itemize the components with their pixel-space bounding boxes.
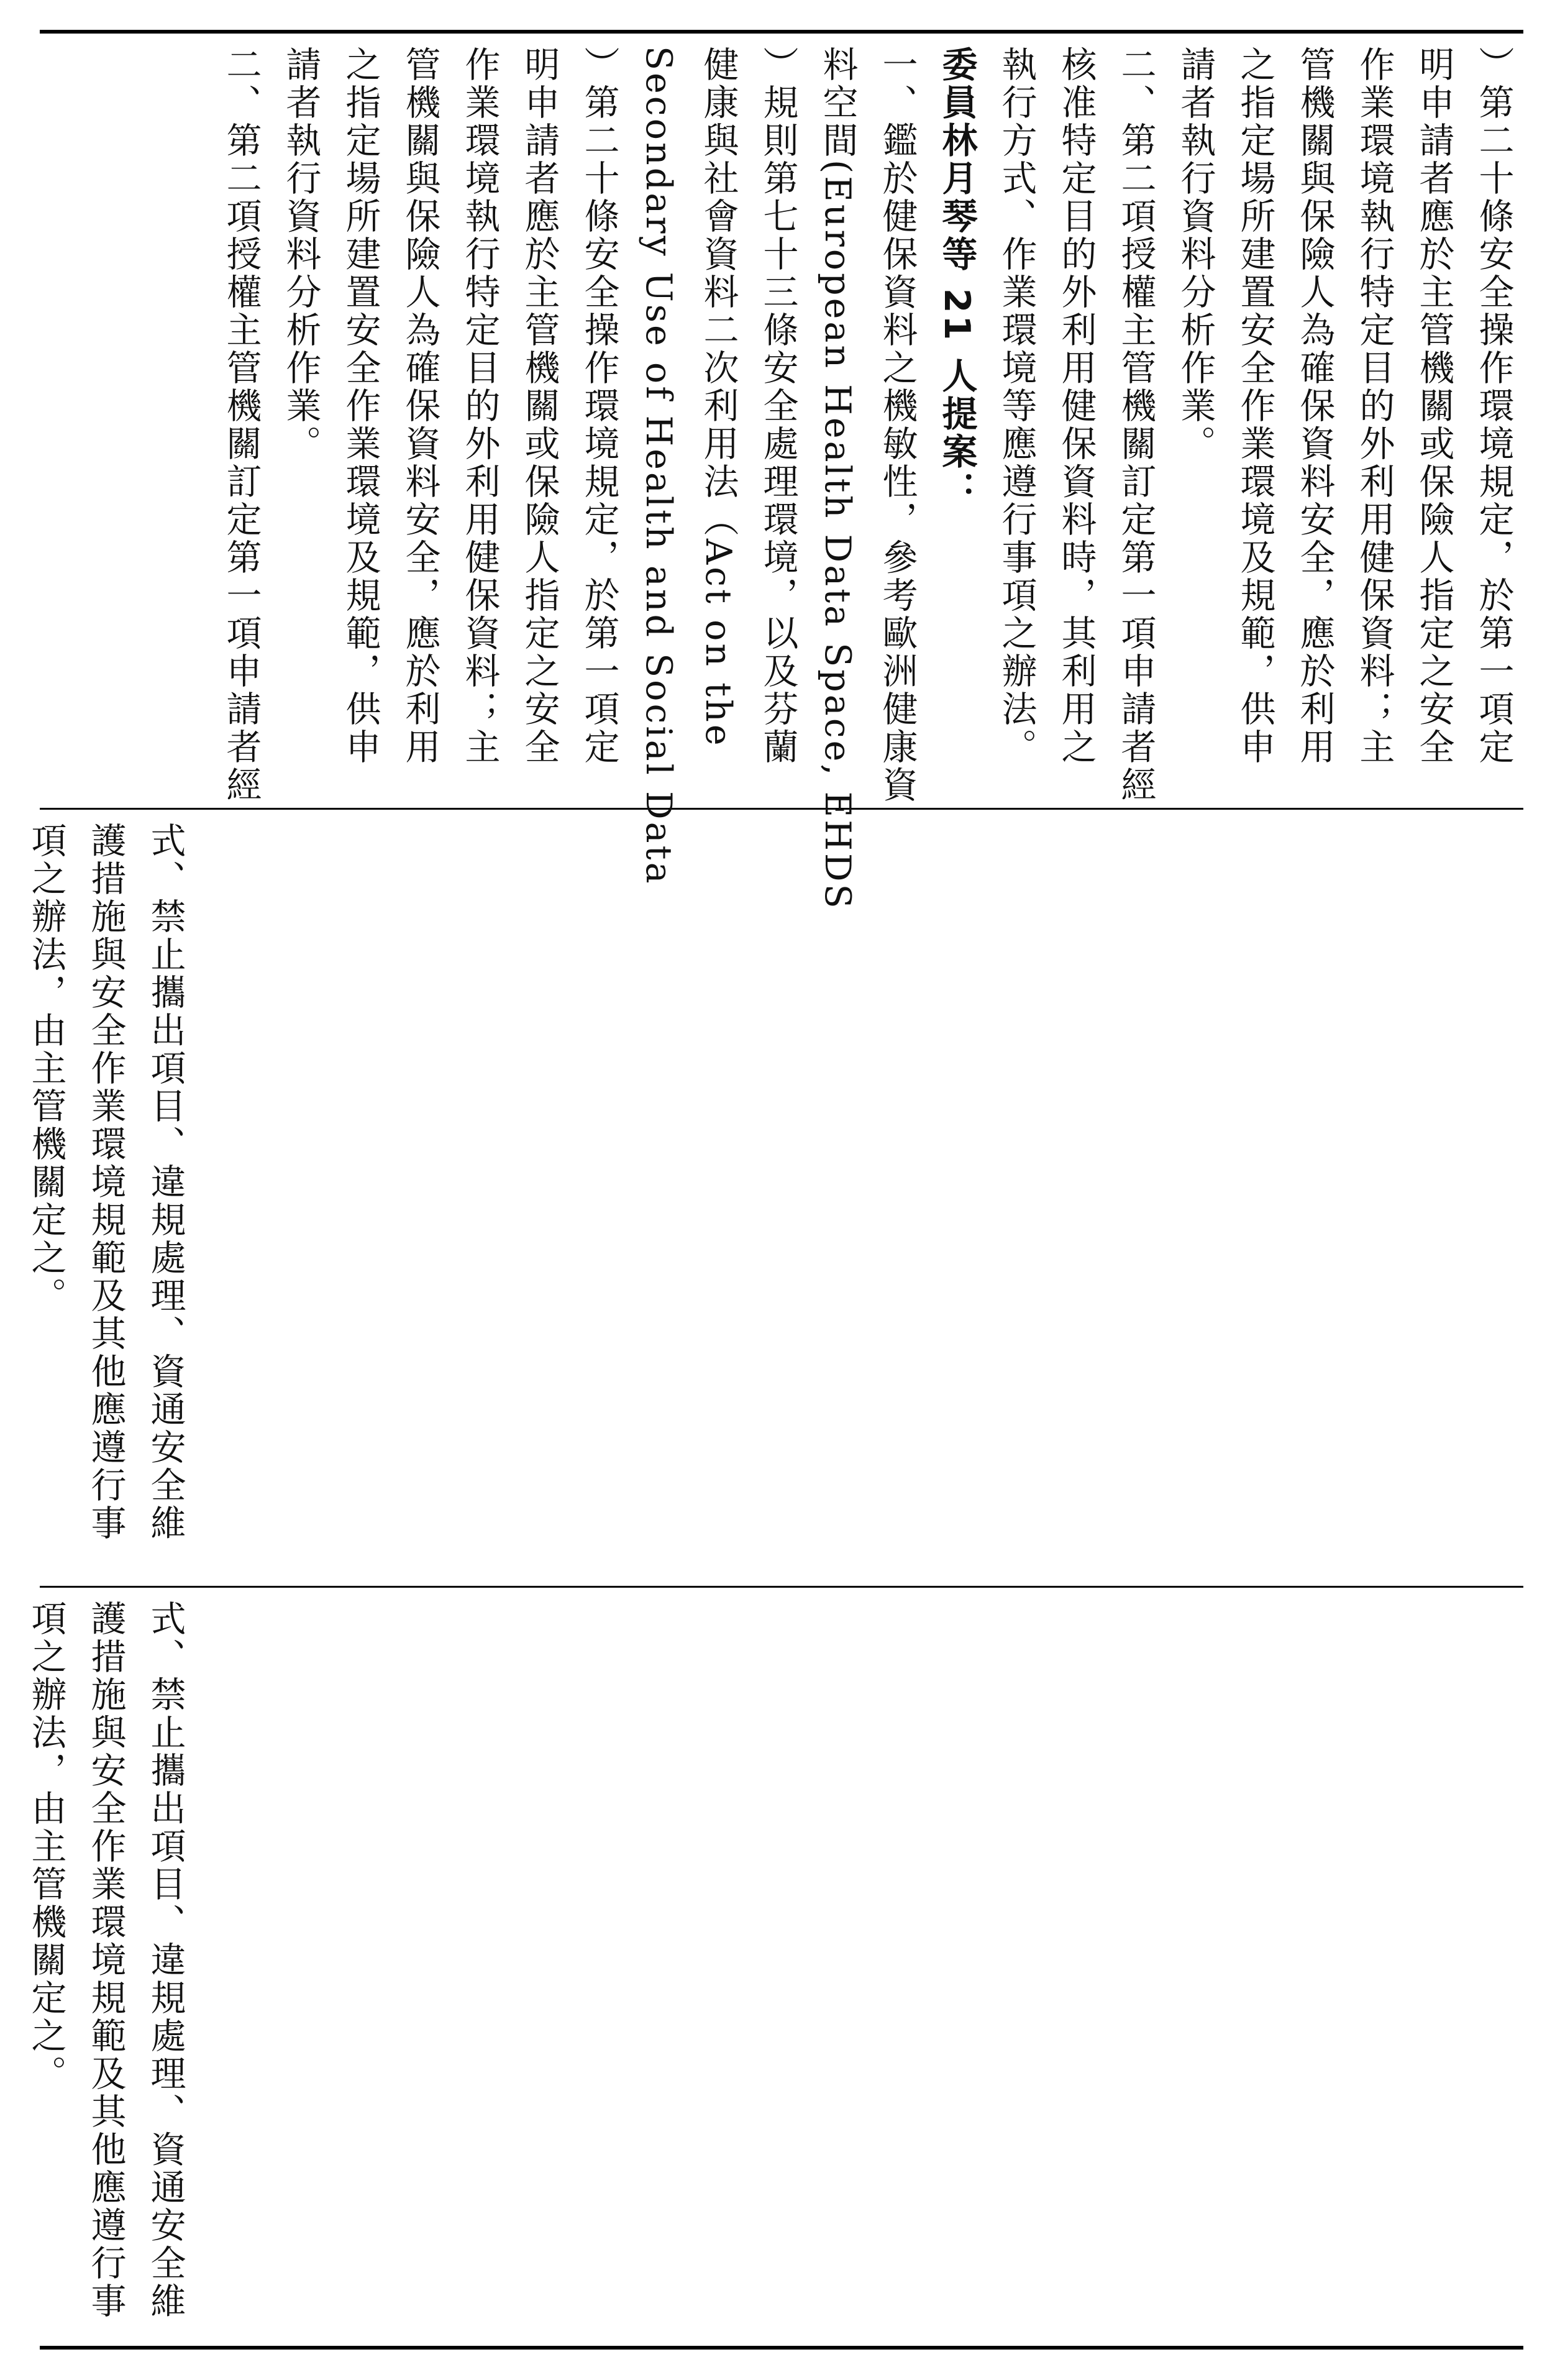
text-line: ）第二十條安全操作環境規定，於第一項定 xyxy=(578,46,619,766)
proposal-heading: 委員林月琴等 21 人提案： xyxy=(936,46,977,510)
text-line: 作業環境執行特定目的外利用健保資料；主 xyxy=(1354,46,1395,766)
proposed-article-panel xyxy=(25,811,1523,1585)
top-border-rule xyxy=(40,30,1523,34)
text-line: 二、第二項授權主管機關訂定第一項申請者經 xyxy=(1115,46,1156,804)
text-line: 明申請者應於主管機關或保險人指定之安全 xyxy=(519,46,560,766)
committee-article-panel xyxy=(25,1589,1523,2345)
text-line: ）規則第七十三條安全處理環境，以及芬蘭 xyxy=(757,46,798,766)
text-line: 明申請者應於主管機關或保險人指定之安全 xyxy=(1413,46,1454,766)
text-line: 請者執行資料分析作業。 xyxy=(280,46,321,463)
text-line: 護措施與安全作業環境規範及其他應遵行事 xyxy=(85,822,126,1542)
text-line: 之指定場所建置安全作業環境及規範，供申 xyxy=(1234,46,1275,766)
text-line: 執行方式、作業環境等應遵行事項之辦法。 xyxy=(996,46,1037,766)
text-line: 項之辦法，由主管機關定之。 xyxy=(25,1600,66,2093)
text-line: 管機關與保險人為確保資料安全，應於利用 xyxy=(1294,46,1335,766)
text-line: Secondary Use of Health and Social Data xyxy=(638,46,679,886)
text-line: 二、第二項授權主管機關訂定第一項申請者經 xyxy=(221,46,262,804)
text-line: 請者執行資料分析作業。 xyxy=(1175,46,1216,463)
section-divider-2 xyxy=(40,1586,1523,1588)
explanation-text-block xyxy=(211,35,1523,911)
text-line: 健康與社會資料二次利用法（Act on the xyxy=(698,46,739,748)
text-line: 管機關與保險人為確保資料安全，應於利用 xyxy=(399,46,440,766)
text-line: 料空間(European Health Data Space, EHDS xyxy=(817,46,858,911)
text-line: 式、禁止攜出項目、違規處理、資通安全維 xyxy=(145,1600,186,2320)
explanation-panel xyxy=(40,35,1523,911)
proposed-article-text xyxy=(16,811,195,1585)
text-line: ）第二十條安全操作環境規定，於第一項定 xyxy=(1473,46,1514,766)
text-line: 之指定場所建置安全作業環境及規範，供申 xyxy=(340,46,381,766)
text-line: 護措施與安全作業環境規範及其他應遵行事 xyxy=(85,1600,126,2320)
text-line: 項之辦法，由主管機關定之。 xyxy=(25,822,66,1315)
text-line: 式、禁止攜出項目、違規處理、資通安全維 xyxy=(145,822,186,1542)
text-line: 一、鑑於健保資料之機敏性，參考歐洲健康資 xyxy=(877,46,918,804)
bottom-border-rule xyxy=(40,2346,1523,2350)
text-line: 核准特定目的外利用健保資料時，其利用之 xyxy=(1056,46,1097,766)
text-line: 作業環境執行特定目的外利用健保資料；主 xyxy=(459,46,500,766)
section-divider-1 xyxy=(40,808,1523,810)
committee-article-text xyxy=(16,1589,195,2345)
